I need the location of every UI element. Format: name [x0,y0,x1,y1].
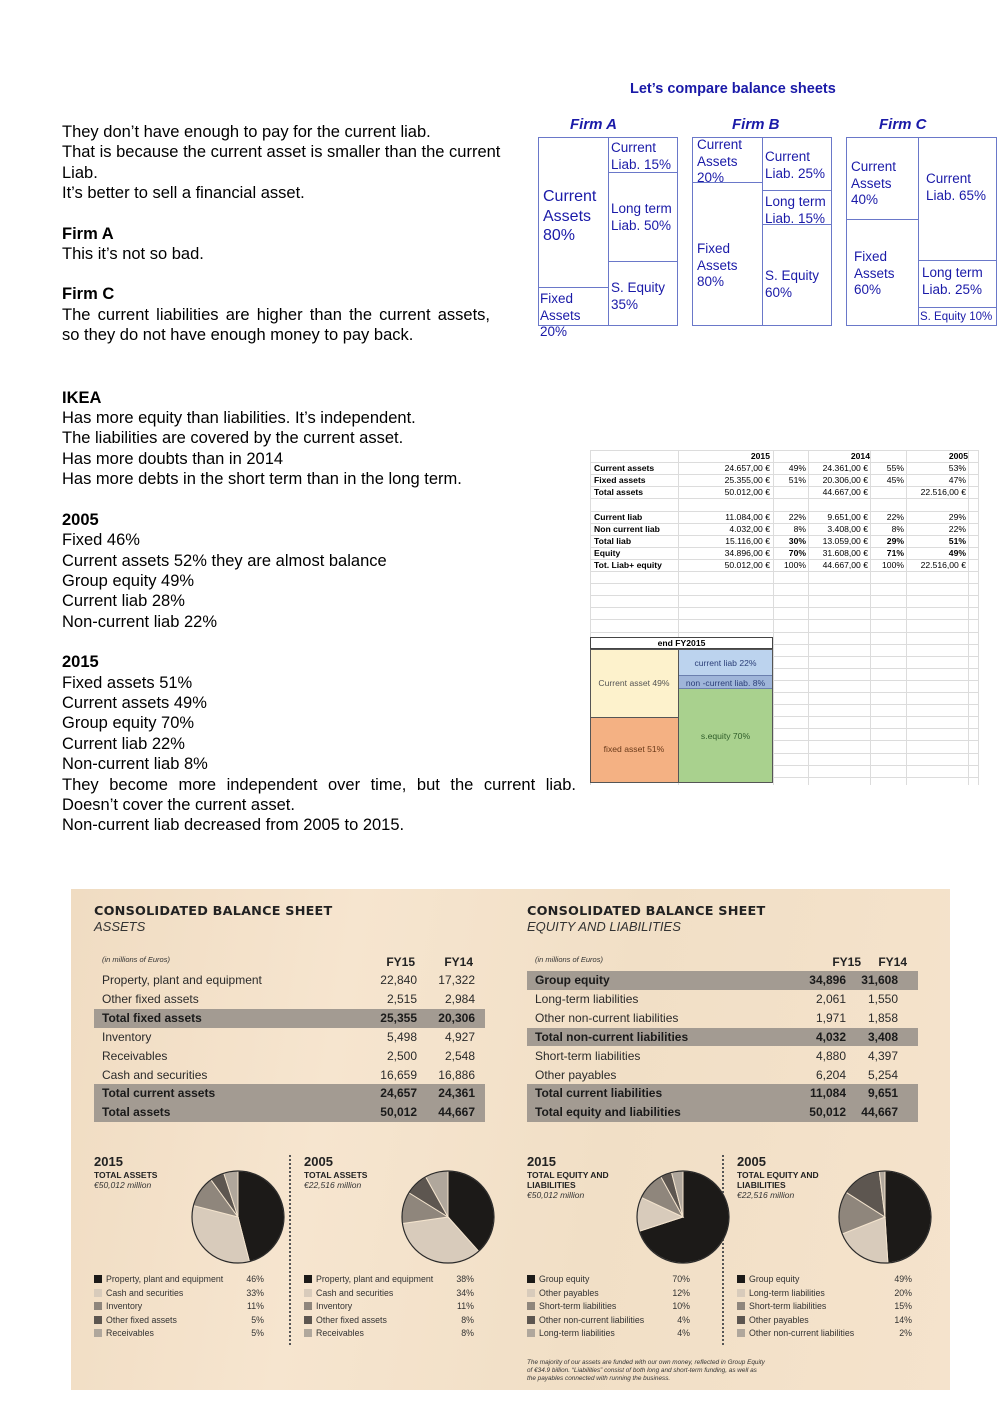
row-fy15: 2,061 [815,991,846,1006]
balance-row [527,990,918,1009]
legend-item [304,1274,474,1284]
row-fy14: 5,254 [867,1067,898,1082]
sheet-cell: 34.896,00 € [724,548,770,559]
row-fy15: 16,659 [380,1067,417,1082]
conclusion-text: They become more independent over time, but the current liab. Doesn’t cover the current asset. [62,775,576,814]
pie-year: 2005 [304,1154,333,1169]
legend-label: Long-term liabilities [539,1328,615,1338]
row-label: Cash and securities [102,1067,208,1082]
ikea-line: Has more equity than liabilities. It’s independent. [62,409,416,428]
firm-b-current-assets: Current Assets 20% [697,137,743,185]
legend-item [94,1328,264,1338]
legend-percent: 15% [894,1301,912,1311]
spreadsheet [590,450,978,785]
sheet-cell: 45% [886,475,904,486]
sheet-cell: 29% [886,536,904,546]
assets-subtitle: ASSETS [94,919,146,934]
legend-swatch [304,1289,312,1297]
legend-item [527,1274,690,1284]
sheet-cell: 100% [784,560,806,571]
sheet-cell: 22.516,00 € [920,560,966,571]
legend-label: Cash and securities [106,1287,184,1298]
balance-row [527,1066,918,1085]
legend-label: Long-term liabilities [749,1287,825,1298]
row-fy15: 25,355 [380,1010,417,1025]
sheet-cell: 44.667,00 € [822,560,868,571]
legend-label: Property, plant and equipment [106,1274,224,1284]
legend-label: Other non-current liabilities [539,1314,645,1325]
firm-a-label: Firm A [570,116,617,133]
legend-label: Receivables [106,1328,154,1338]
legend-item [527,1314,690,1325]
row-fy14: 44,667 [438,1105,475,1120]
balance-row [94,971,485,990]
balance-row [94,1009,485,1028]
end-fy-title: end FY2015 [657,638,706,648]
sheet-cell: 47% [948,475,966,486]
legend-label: Other payables [539,1287,599,1298]
firm-a-fixed: Fixed Assets 20% [540,291,581,339]
pie-caption: LIABILITIES [737,1180,786,1190]
row-fy15: 6,204 [815,1067,846,1082]
balance-row [527,971,918,990]
row-label: Property, plant and equipment [102,973,262,987]
balance-row [527,1103,918,1122]
last-line: Non-current liab decreased from 2005 to 2015. [62,816,405,835]
legend-item [94,1287,264,1298]
legend-swatch [527,1289,535,1297]
legend-swatch [737,1329,745,1337]
y2015-line: Current assets 49% [62,693,207,712]
legend-item [527,1301,690,1311]
block-current-liab: current liab 22% [694,658,757,668]
block-noncurrent-liab: non -current liab. 8% [685,678,766,688]
sheet-cell: Tot. Liab+ equity [594,560,662,571]
sheet-cell: 51% [948,536,966,546]
firm-a-text: This it’s not so bad. [62,245,204,264]
row-fy15: 50,012 [809,1105,846,1120]
legend-percent: 70% [672,1274,690,1284]
sheet-cell: 20.306,00 € [822,475,868,486]
pie-caption: TOTAL ASSETS [94,1170,158,1180]
legend-swatch [94,1289,102,1297]
pie-chart [190,1169,286,1265]
legend-percent: 38% [456,1274,474,1284]
row-fy14: 16,886 [438,1067,475,1082]
firm-c-current-assets: Current Assets 40% [851,159,897,207]
legend-percent: 46% [246,1274,264,1284]
sheet-cell: 55% [886,463,904,473]
legend-label: Cash and securities [316,1287,394,1298]
legend-percent: 4% [677,1328,690,1338]
pie-chart [400,1169,496,1265]
legend-percent: 5% [251,1314,264,1325]
firm-a-long-term: Long term Liab. 50% [611,201,672,233]
legend-label: Short-term liabilities [539,1301,617,1311]
row-label: Other fixed assets [102,991,199,1006]
sheet-cell: 3.408,00 € [827,523,868,534]
ikea-heading: IKEA [62,388,102,407]
pie-subtitle: €22,516 million [737,1190,795,1200]
y2015-line: Non-current liab 8% [62,755,208,774]
y2005-line: Current assets 52% they are almost balance [62,551,387,570]
sheet-cell: 22% [886,511,904,522]
legend-percent: 4% [677,1314,690,1325]
pie-subtitle: €50,012 million [94,1180,152,1190]
row-fy15: 5,498 [386,1029,417,1044]
ikea-line: Has more doubts than in 2014 [62,449,284,468]
legend-label: Group equity [749,1274,800,1284]
firm-b-long-term: Long term Liab. 15% [765,194,826,226]
legend-percent: 8% [461,1314,474,1325]
row-label: Other payables [535,1067,617,1082]
sheet-cell: 70% [788,548,806,559]
balance-row [94,1066,485,1085]
sheet-cell: 50.012,00 € [724,560,770,571]
liab-title: CONSOLIDATED BALANCE SHEET [527,904,766,919]
legend-percent: 34% [456,1287,474,1298]
firm-a-heading: Firm A [62,224,114,243]
footnote-line: of €34.9 billion. “Liabilities” consist of both long and short-term funding, as well as [527,1367,757,1374]
y2005-line: Fixed 46% [62,531,140,550]
balance-row [94,1103,485,1122]
legend-swatch [94,1302,102,1310]
row-fy14: 1,858 [867,1010,898,1025]
sheet-cell: Total assets [594,487,644,498]
legend-swatch [737,1275,745,1283]
sheet-cell: 53% [948,463,966,473]
legend-label: Other fixed assets [106,1314,177,1325]
row-fy15: 22,840 [380,973,417,987]
legend-item [527,1287,690,1298]
sheet-cell: Current liab [594,511,643,522]
assets-col-fy14: FY14 [444,955,473,969]
y2005-line: Current liab 28% [62,592,185,611]
sheet-cell: 49% [948,548,966,559]
footnote [527,1359,787,1383]
firm-c-equity: S. Equity 10% [920,311,993,323]
row-fy14: 9,651 [867,1086,898,1101]
legend-label: Other payables [749,1314,809,1325]
sheet-cell: 50.012,00 € [724,487,770,498]
row-fy14: 2,548 [444,1048,475,1063]
notes-text [62,122,576,836]
legend-label: Other non-current liabilities [749,1328,855,1338]
row-fy14: 31,608 [861,973,898,987]
intro-line: They don’t have enough to pay for the current liab. [62,123,431,141]
legend-swatch [304,1275,312,1283]
assets-col-fy15: FY15 [386,955,415,969]
balance-row [527,1047,918,1066]
compare-title: Let’s compare balance sheets [630,81,836,97]
legend-item [527,1328,690,1338]
y2015-line: Current liab 22% [62,734,185,753]
pie-caption: LIABILITIES [527,1180,576,1190]
sheet-cell: Fixed assets [594,475,646,486]
y2005-line: Non-current liab 22% [62,612,217,631]
sheet-cell: 24.657,00 € [724,463,770,473]
legend-label: Receivables [316,1328,364,1338]
firm-c-long-term: Long term Liab. 25% [922,265,983,297]
row-fy14: 1,550 [867,991,898,1006]
legend-item [737,1287,912,1298]
firm-a-equity: S. Equity 35% [611,280,666,312]
row-fy14: 44,667 [861,1105,898,1120]
pie-subtitle: €22,516 million [304,1180,362,1190]
row-fy14: 2,984 [444,991,475,1006]
sheet-cell: 24.361,00 € [822,463,868,473]
sheet-cell: 15.116,00 € [725,536,770,546]
row-fy14: 20,306 [438,1010,475,1025]
sheet-cell: 22% [788,511,806,522]
y2015-line: Fixed assets 51% [62,673,193,692]
sheet-cell: 44.667,00 € [822,487,868,498]
legend-label: Other fixed assets [316,1314,387,1325]
sheet-cell: 71% [886,548,904,559]
firm-a-current-liab: Current Liab. 15% [611,140,672,172]
col-2014: 2014 [850,451,870,461]
intro-line: That is because the current asset is smaller than the current Liab. [62,143,501,182]
legend-item [94,1301,264,1311]
sheet-cell: Non current liab [594,523,660,534]
legend-swatch [94,1275,102,1283]
firm-b-fixed: Fixed Assets 80% [697,241,738,289]
legend-swatch [527,1329,535,1337]
sheet-cell: 31.608,00 € [822,548,868,559]
footnote-line: The majority of our assets are funded with our own money, reflected in Group Equity [527,1359,765,1366]
pie-year: 2015 [527,1154,556,1169]
col-2015: 2015 [750,451,770,461]
row-fy15: 50,012 [380,1105,417,1120]
y2015-line: Group equity 70% [62,714,195,733]
row-label: Total current assets [102,1086,216,1101]
legend-label: Property, plant and equipment [316,1274,434,1284]
legend-swatch [737,1316,745,1324]
row-label: Other non-current liabilities [535,1010,679,1025]
firm-c-text: The current liabilities are higher than the current assets, so they do not have enough money to pay back. [62,305,490,345]
legend-item [94,1274,264,1284]
sheet-cell: 13.059,00 € [822,536,868,546]
row-label: Long-term liabilities [535,991,639,1006]
assets-title: CONSOLIDATED BALANCE SHEET [94,904,333,919]
sheet-cell: 49% [788,463,806,473]
legend-swatch [527,1316,535,1324]
row-label: Short-term liabilities [535,1048,641,1063]
row-label: Inventory [102,1029,152,1044]
firm-c-label: Firm C [879,116,927,133]
liab-subtitle: EQUITY AND LIABILITIES [527,919,681,934]
sheet-cell: 29% [948,511,966,522]
legend-label: Short-term liabilities [749,1301,827,1311]
assets-unit: (in millions of Euros) [102,955,170,964]
pie-caption: TOTAL ASSETS [304,1170,368,1180]
legend-item [737,1274,912,1284]
legend-percent: 2% [899,1328,912,1338]
legend-item [304,1301,474,1311]
row-fy14: 4,397 [867,1048,898,1063]
footnote-line: the payables connected with running the business. [527,1375,671,1382]
pie-chart [635,1169,731,1265]
balance-row [94,1028,485,1047]
row-fy14: 24,361 [438,1086,475,1101]
row-fy15: 11,084 [809,1086,846,1101]
pie-subtitle: €50,012 million [527,1190,585,1200]
block-fixed-asset: fixed asset 51% [603,744,665,754]
sheet-cell: Total liab [594,536,632,546]
row-fy14: 17,322 [438,973,475,987]
legend-item [737,1301,912,1311]
legend-percent: 33% [246,1287,264,1298]
legend-percent: 10% [672,1301,690,1311]
row-label: Receivables [102,1048,168,1063]
sheet-cell: 8% [891,523,904,534]
block-current-asset: Current asset 49% [598,678,670,688]
balance-row [94,1084,485,1103]
balance-row [527,1009,918,1028]
liab-unit: (in millions of Euros) [535,955,603,964]
sheet-cell: 9.651,00 € [827,511,868,522]
sheet-cell: 4.032,00 € [729,523,770,534]
sheet-cell: 100% [882,560,904,571]
legend-swatch [527,1302,535,1310]
firm-c-fixed: Fixed Assets 60% [854,249,895,297]
firm-b-label: Firm B [732,116,780,133]
pie-caption: TOTAL EQUITY AND [527,1170,609,1180]
legend-item [304,1314,474,1325]
row-fy15: 2,500 [386,1048,417,1063]
y2005-line: Group equity 49% [62,571,195,590]
row-label: Total current liabilities [535,1086,663,1101]
liab-col-fy14: FY14 [878,955,907,969]
row-label: Total equity and liabilities [535,1105,681,1120]
sheet-cell: 22% [948,523,966,534]
row-label: Total fixed assets [102,1010,202,1025]
legend-percent: 14% [894,1314,912,1325]
pie-year: 2005 [737,1154,766,1169]
sheet-cell: 11.084,00 € [725,511,770,522]
legend-percent: 11% [247,1301,264,1311]
legend-percent: 49% [894,1274,912,1284]
legend-label: Inventory [316,1301,353,1311]
block-equity: s.equity 70% [700,731,751,741]
pie-chart [837,1169,933,1265]
y2015-heading: 2015 [62,653,99,672]
row-label: Total assets [102,1105,171,1120]
sheet-cell: Current assets [594,463,655,473]
liab-col-fy15: FY15 [832,955,861,969]
legend-item [737,1328,912,1338]
row-fy15: 24,657 [380,1086,417,1101]
sheet-cell: 25.355,00 € [724,475,770,486]
firm-c-current-liab: Current Liab. 65% [926,171,987,203]
pie-caption: TOTAL EQUITY AND [737,1170,819,1180]
legend-swatch [304,1302,312,1310]
legend-swatch [527,1275,535,1283]
firm-b-equity: S. Equity 60% [765,268,820,300]
row-fy15: 34,896 [809,973,846,987]
row-fy14: 4,927 [444,1029,475,1044]
sheet-cell: 30% [788,536,806,546]
balance-row [94,1047,485,1066]
legend-swatch [304,1316,312,1324]
legend-percent: 11% [457,1301,474,1311]
balance-row [527,1084,918,1103]
pie-year: 2015 [94,1154,123,1169]
row-label: Group equity [535,973,610,987]
firm-c-heading: Firm C [62,285,115,304]
balance-row [527,1028,918,1047]
pie-slice [885,1171,931,1263]
legend-item [304,1287,474,1298]
sheet-cell: 22.516,00 € [920,487,966,498]
legend-label: Group equity [539,1274,590,1284]
legend-swatch [94,1329,102,1337]
legend-swatch [304,1329,312,1337]
firm-b-current-liab: Current Liab. 25% [765,149,826,181]
sheet-cell: 51% [788,475,806,486]
row-label: Total non-current liabilities [535,1029,689,1044]
ikea-line: The liabilities are covered by the current asset. [62,429,404,448]
legend-label: Inventory [106,1301,143,1311]
ikea-balance-sheet [71,889,950,1390]
row-fy15: 4,032 [815,1029,846,1044]
ikea-line: Has more debts in the short term than in the long term. [62,470,462,489]
intro-line: It’s better to sell a financial asset. [62,184,305,203]
legend-item [304,1328,474,1338]
col-2005: 2005 [948,451,968,461]
row-fy15: 1,971 [815,1010,846,1025]
legend-swatch [737,1289,745,1297]
firm-a-current-assets: Current Assets 80% [543,188,597,244]
legend-swatch [737,1302,745,1310]
sheet-cell: Equity [594,548,621,559]
legend-percent: 12% [672,1287,690,1298]
sheet-cell: 8% [793,523,806,534]
legend-percent: 20% [894,1287,912,1298]
row-fy14: 3,408 [867,1029,898,1044]
legend-item [94,1314,264,1325]
legend-item [737,1314,912,1325]
row-fy15: 2,515 [386,991,417,1006]
legend-swatch [94,1316,102,1324]
y2005-heading: 2005 [62,510,99,529]
balance-row [94,990,485,1009]
legend-percent: 5% [251,1328,264,1338]
legend-percent: 8% [461,1328,474,1338]
row-fy15: 4,880 [815,1048,846,1063]
